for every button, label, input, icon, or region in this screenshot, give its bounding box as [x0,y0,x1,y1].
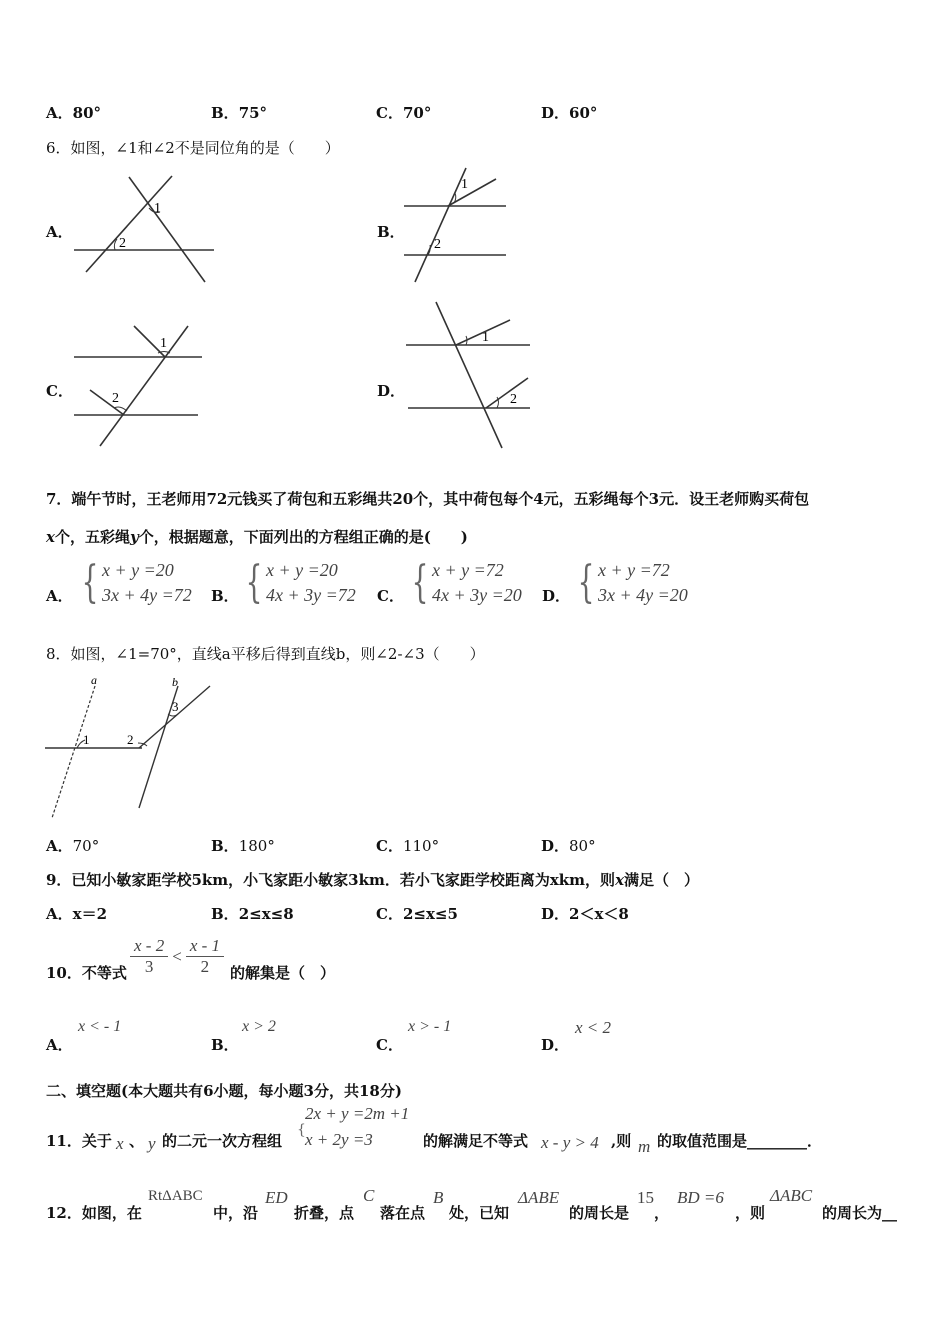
q9-option-a: A．x＝2 [46,905,108,923]
q10-label-b: B． [211,1036,239,1054]
q7-label-b: B． [211,587,239,605]
q5-option-d: D．60° [541,104,598,122]
q7-system-c: { x + y =72 4x + 3y =20 [411,557,522,608]
q10-label-d: D． [541,1036,570,1054]
q5-option-c: C．70° [376,104,432,122]
q10-value-c: x > - 1 [408,1018,452,1035]
q6-figure-a [70,172,220,287]
q11-var-m: m [638,1137,651,1156]
q10-label-a: A． [46,1036,73,1054]
q5-option-b: B．75° [211,104,268,122]
q9-stem: 9．已知小敏家距学校5km，小飞家距小敏家3km．若小飞家距学校距离为xkm，则x满足（ ） [46,871,700,889]
q11-sep: 、 [129,1132,145,1150]
q8-option-c: C．110° [376,837,440,855]
svg-text:2: 2 [510,392,517,407]
q6-label-b: B． [377,223,405,241]
q5-option-a: A．80° [46,104,102,122]
svg-text:1: 1 [83,732,90,747]
q7-label-c: C． [377,587,404,605]
section2-title: 二、填空题(本大题共有6小题，每小题3分，共18分) [46,1082,402,1100]
q7-label-d: D． [542,587,571,605]
q12-comma: ， [654,1204,670,1222]
q12-p1: 12．如图，在 [46,1204,142,1222]
q12-p6: 的周长是 [569,1204,630,1222]
q11-inequality: x - y > 4 [541,1133,599,1152]
svg-text:2: 2 [112,391,119,406]
q12-triangle-abc: ΔABC [770,1186,813,1205]
q11-mid3: ,则 [611,1132,632,1150]
svg-text:a: a [91,674,97,687]
svg-text:2: 2 [127,732,134,747]
q10-value-d: x < 2 [575,1018,612,1037]
q6-stem: 6．如图，∠1和∠2不是同位角的是（ ） [46,139,340,157]
q7-system-d: { x + y =72 3x + 4y =20 [577,557,688,608]
svg-text:3: 3 [172,699,179,714]
q11-brace: { [297,1122,306,1138]
q8-figure [42,674,222,822]
q8-option-a: A．70° [46,837,100,855]
q9-option-c: C．2≤x≤5 [376,905,458,923]
q10-value-b: x > 2 [242,1018,276,1035]
q12-triangle-abe: ΔABE [518,1188,560,1207]
q11-mid2: 的解满足不等式 [423,1132,529,1150]
q12-bd: BD =6 [677,1188,724,1207]
q6-figure-c [70,320,210,450]
q11-prefix: 11．关于 [46,1132,112,1150]
q10-label-c: C． [376,1036,403,1054]
q11-var-x: x [116,1134,124,1153]
q12-p8: 的周长为__ [822,1204,898,1222]
q9-option-b: B．2≤x≤8 [211,905,294,923]
svg-text:1: 1 [461,177,468,192]
q12-p5: 处，已知 [449,1204,510,1222]
q8-option-b: B．180° [211,837,275,855]
svg-text:2: 2 [119,236,126,251]
q12-ed: ED [265,1188,288,1207]
svg-text:1: 1 [160,336,167,351]
q12-p4: 落在点 [380,1204,426,1222]
q12-p2: 中，沿 [213,1204,259,1222]
q6-figure-d [400,298,540,456]
q12-point-c: C [363,1186,375,1205]
q12-rt-triangle: RtΔABC [148,1188,203,1204]
q9-option-d: D．2＜x＜8 [541,905,629,923]
q10-prefix: 10．不等式 [46,964,127,982]
q8-option-d: D．80° [541,837,596,855]
q8-stem: 8．如图，∠1=70°，直线a平移后得到直线b，则∠2-∠3（ ） [46,645,485,663]
q7-system-b: { x + y =20 4x + 3y =72 [245,557,356,608]
q6-label-d: D． [377,382,406,400]
q7-system-a: { x + y =20 3x + 4y =72 [81,557,192,608]
q11-mid: 的二元一次方程组 [162,1132,283,1150]
svg-text:b: b [172,675,178,689]
q12-p3: 折叠，点 [294,1204,355,1222]
svg-text:1: 1 [154,201,161,216]
q12-p7: ，则 [735,1204,766,1222]
q7-label-a: A． [46,587,73,605]
q11-var-y: y [148,1134,156,1153]
q6-figure-b [400,165,515,290]
q6-label-a: A． [46,223,73,241]
q7-stem-line2: x个，五彩绳y个，根据题意，下面列出的方程组正确的是( ) [46,528,468,546]
q10-suffix: 的解集是（ ） [230,964,336,982]
q10-inequality: $\frac{x - 2}{3}$ < $\frac{x - 1}{2}$ [130,936,224,977]
q7-stem-line1: 7．端午节时，王老师用72元钱买了荷包和五彩绳共20个，其中荷包每个4元，五彩绳每个3元．设王老师购买荷包 [46,490,810,508]
q12-value-15: 15 [637,1188,654,1207]
q12-point-b: B [433,1188,444,1207]
svg-text:2: 2 [434,237,441,252]
q6-label-c: C． [46,382,73,400]
q11-system: 2x + y =2m +1 x + 2y =3 [305,1104,410,1149]
q10-value-a: x < - 1 [78,1018,122,1035]
svg-text:1: 1 [482,330,489,345]
q11-suffix: 的取值范围是________． [657,1132,823,1150]
